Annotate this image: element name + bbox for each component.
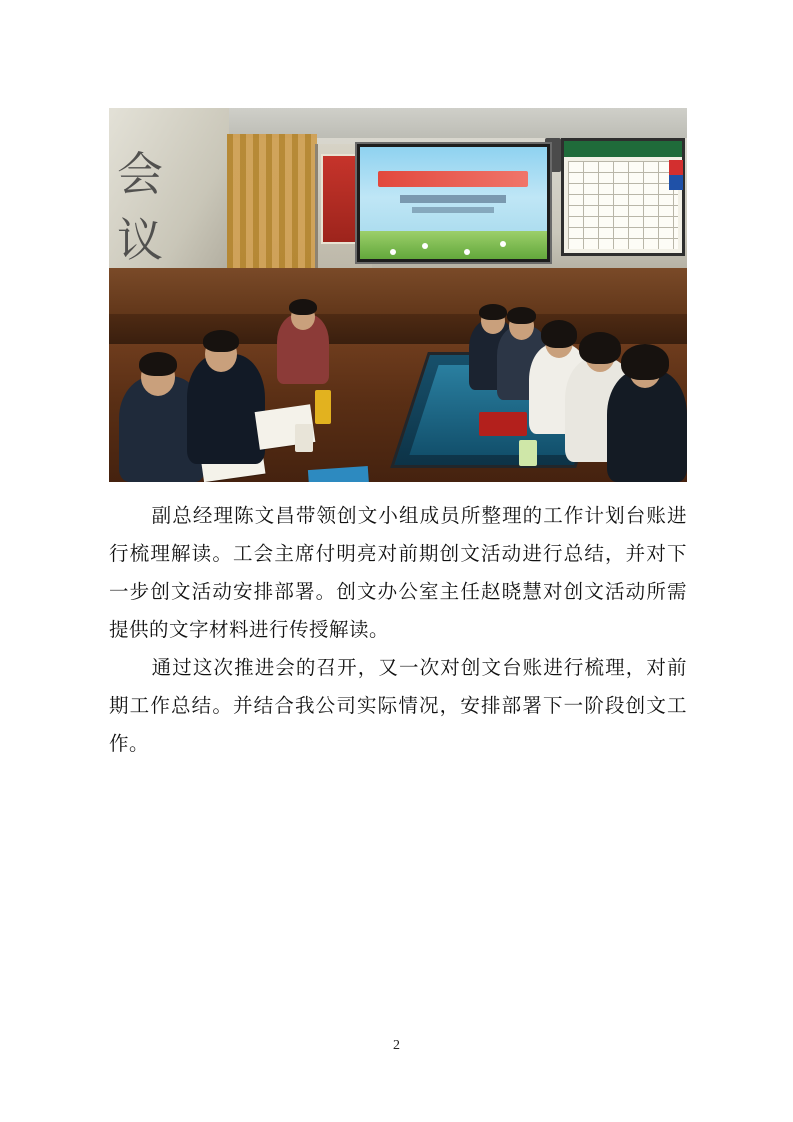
- wall-poster: [321, 154, 361, 244]
- paragraph-2: [109, 650, 687, 764]
- participant-hair: [579, 332, 621, 364]
- red-folder: [479, 412, 527, 436]
- screen-flower: [390, 249, 396, 255]
- participant-hair: [139, 352, 177, 376]
- screen-flower: [464, 249, 470, 255]
- screen-subtitle-2: [412, 207, 494, 213]
- water-glass: [519, 440, 537, 466]
- page-content: [109, 108, 687, 764]
- wall-chart-board: [561, 138, 685, 256]
- participant-hair: [507, 307, 536, 324]
- board-title-bar: [564, 141, 682, 157]
- meeting-room-photo: [109, 108, 687, 482]
- paragraph-1-text: 副总经理陈文昌带领创文小组成员所整理的工作计划台账进行梳理解读。工会主席付明亮对前期创文活动进行总结，并对下一步创文活动安排部署。创文办公室主任赵晓慧对创文活动所需提供的文字材料进行传授解读。: [109, 506, 687, 641]
- screen-grass: [360, 231, 547, 259]
- screen-subtitle-1: [400, 195, 506, 203]
- projector-screen: [357, 144, 550, 262]
- participant-hair: [203, 330, 239, 352]
- paragraph-2-text: 通过这次推进会的召开，又一次对创文台账进行梳理，对前期工作总结。并结合我公司实际情况，安排部署下一阶段创文工作。: [109, 658, 687, 755]
- participant-hair: [621, 344, 669, 380]
- water-glass: [295, 424, 313, 452]
- participant-hair: [479, 304, 507, 320]
- wall-calligraphy: 会 议: [117, 147, 173, 267]
- page-number: 2: [393, 1038, 400, 1053]
- screen-flower: [500, 241, 506, 247]
- board-grid: [568, 161, 678, 249]
- screen-flower: [422, 243, 428, 249]
- thermos-cup: [315, 390, 331, 424]
- small-flag: [669, 160, 683, 190]
- participant-hair: [289, 299, 317, 315]
- paragraph-1: [109, 498, 687, 650]
- screen-banner: [378, 171, 528, 187]
- participant-hair: [541, 320, 577, 348]
